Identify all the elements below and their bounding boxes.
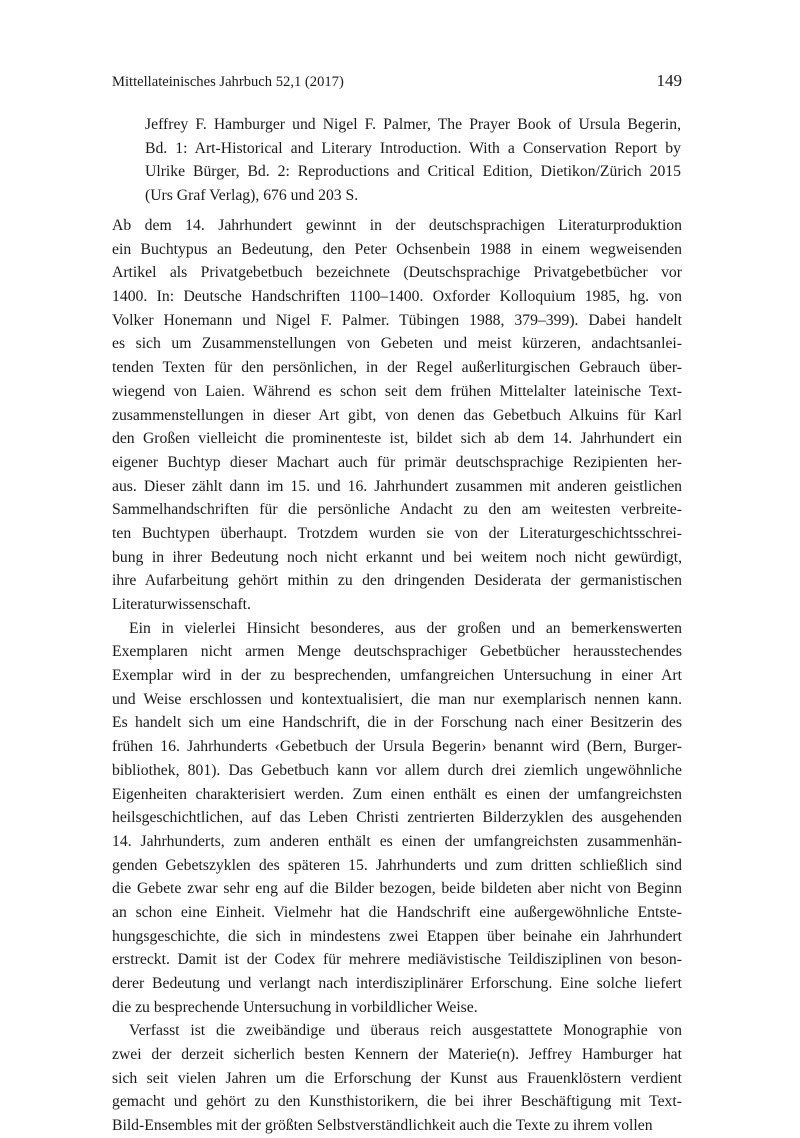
- text-line: und Weise erschlossen und kontextualisiert, die man nur exemplarisch nennen kann.: [112, 690, 682, 708]
- page-number: 149: [656, 71, 682, 90]
- text-line: frühen 16. Jahrhunderts ‹Gebetbuch der Ursula Begerin› benannt wird (Bern, Burger-: [112, 738, 682, 756]
- text-line: ihre Aufarbeitung gehört mithin zu den dringenden Desiderata der germanistischen: [112, 572, 682, 590]
- text-line: erstreckt. Damit ist der Codex für mehrere mediävistische Teildisziplinen von beson-: [112, 951, 682, 969]
- citation-line: Ulrike Bürger, Bd. 2: Reproductions and Critical Edition, Dietikon/Zürich 2015: [145, 163, 681, 181]
- text-line: Volker Honemann und Nigel F. Palmer. Tübingen 1988, 379–399). Dabei handelt: [112, 311, 682, 329]
- text-line: die zu besprechende Untersuchung in vorbildlicher Weise.: [112, 998, 478, 1016]
- paragraph: [112, 214, 682, 617]
- review-body: [112, 214, 682, 1138]
- text-line: zusammenstellungen in dieser Art gibt, von denen das Gebetbuch Alkuins für Karl: [112, 406, 682, 424]
- text-line: Artikel als Privatgebetbuch bezeichnete (Deutschsprachige Privatgebetbücher vor: [112, 264, 682, 282]
- text-line: wiegend von Laien. Während es schon seit dem frühen Mittelalter lateinische Text-: [112, 382, 682, 400]
- text-line: Ein in vielerlei Hinsicht besonderes, aus der großen und an bemerkenswerten: [129, 619, 682, 637]
- text-line: Verfasst ist die zweibändige und überaus reich ausgestattete Monographie von: [129, 1022, 682, 1040]
- text-line: aus. Dieser zählt dann im 15. und 16. Jahrhundert zusammen mit anderen geistlichen: [112, 477, 682, 495]
- citation-line: (Urs Graf Verlag), 676 und 203 S.: [145, 187, 359, 205]
- text-line: den Großen vielleicht die prominenteste ist, bildet sich ab dem 14. Jahrhundert ein: [112, 430, 682, 448]
- text-line: bung in ihrer Bedeutung noch nicht erkannt und bei weitem noch nicht gewürdigt,: [112, 548, 682, 566]
- text-line: heilsgeschichtlichen, auf das Leben Christi zentrierten Bilderzyklen des ausgehenden: [112, 809, 682, 827]
- text-line: die Gebete zwar sehr eng auf die Bilder bezogen, beide bildeten aber nicht von Beginn: [112, 880, 682, 898]
- text-line: Eigenheiten charakterisiert werden. Zum einen enthält es einen der umfangreichsten: [112, 785, 682, 803]
- text-line: eigener Buchtyp dieser Machart auch für primär deutschsprachige Rezipienten her-: [112, 453, 682, 471]
- citation-line: Bd. 1: Art-Historical and Literary Introduction. With a Conservation Report by: [145, 139, 681, 157]
- text-line: bibliothek, 801). Das Gebetbuch kann vor allem durch drei ziemlich ungewöhnliche: [112, 761, 682, 779]
- text-line: genden Gebetszyklen des späteren 15. Jahrhunderts und zum dritten schließlich sind: [112, 856, 682, 874]
- text-line: gemacht und gehört zu den Kunsthistorikern, die bei ihrer Beschäftigung mit Text-: [112, 1093, 682, 1111]
- journal-title: Mittellateinisches Jahrbuch 52,1 (2017): [112, 74, 344, 90]
- running-head: [112, 71, 682, 91]
- text-line: tenden Texten für den persönlichen, in der Regel außerliturgischen Gebrauch über-: [112, 359, 682, 377]
- text-line: Es handelt sich um eine Handschrift, die in der Forschung nach einer Besitzerin des: [112, 714, 682, 732]
- text-line: sich seit vielen Jahren um die Erforschung der Kunst aus Frauenklöstern verdient: [112, 1069, 682, 1087]
- text-line: ein Buchtypus an Bedeutung, den Peter Ochsenbein 1988 in einem wegweisenden: [112, 240, 682, 258]
- text-line: Literaturwissenschaft.: [112, 596, 251, 613]
- text-line: 1400. In: Deutsche Handschriften 1100–1400. Oxforder Kolloquium 1985, hg. von: [112, 288, 682, 306]
- text-line: derer Bedeutung und verlangt nach interdisziplinärer Erforschung. Eine solche liefert: [112, 975, 682, 992]
- text-line: Ab dem 14. Jahrhundert gewinnt in der deutschsprachigen Literaturproduktion: [112, 217, 682, 234]
- citation-line: Jeffrey F. Hamburger und Nigel F. Palmer, The Prayer Book of Ursula Begerin,: [145, 116, 681, 133]
- text-line: ten Buchtypen überhaupt. Trotzdem wurden sie von der Literaturgeschichtsschrei-: [112, 524, 682, 542]
- text-line: Bild-Ensembles mit der größten Selbstverständlichkeit auch die Texte zu ihrem vollen: [112, 1117, 653, 1135]
- text-line: an schon eine Einheit. Vielmehr hat die Handschrift eine außergewöhnliche Entste-: [112, 903, 682, 921]
- paragraph: [112, 1019, 682, 1137]
- text-line: hungsgeschichte, die sich in mindestens zwei Etappen über beinahe ein Jahrhundert: [112, 927, 682, 945]
- paragraph: [112, 617, 682, 1020]
- text-line: es sich um Zusammenstellungen von Gebeten und meist kürzeren, andachtsanlei-: [112, 335, 682, 353]
- text-line: zwei der derzeit sicherlich besten Kennern der Materie(n). Jeffrey Hamburger hat: [112, 1046, 682, 1064]
- text-line: Exemplar wird in der zu besprechenden, umfangreichen Untersuchung in einer Art: [112, 667, 682, 685]
- text-line: Sammelhandschriften für die persönliche Andacht zu den am weitesten verbreite-: [112, 501, 682, 519]
- text-line: 14. Jahrhunderts, zum anderen enthält es einen der umfangreichsten zusammenhän-: [112, 832, 682, 850]
- text-line: Exemplaren nicht armen Menge deutschsprachiger Gebetbücher herausstechendes: [112, 643, 682, 661]
- review-citation: [145, 113, 681, 208]
